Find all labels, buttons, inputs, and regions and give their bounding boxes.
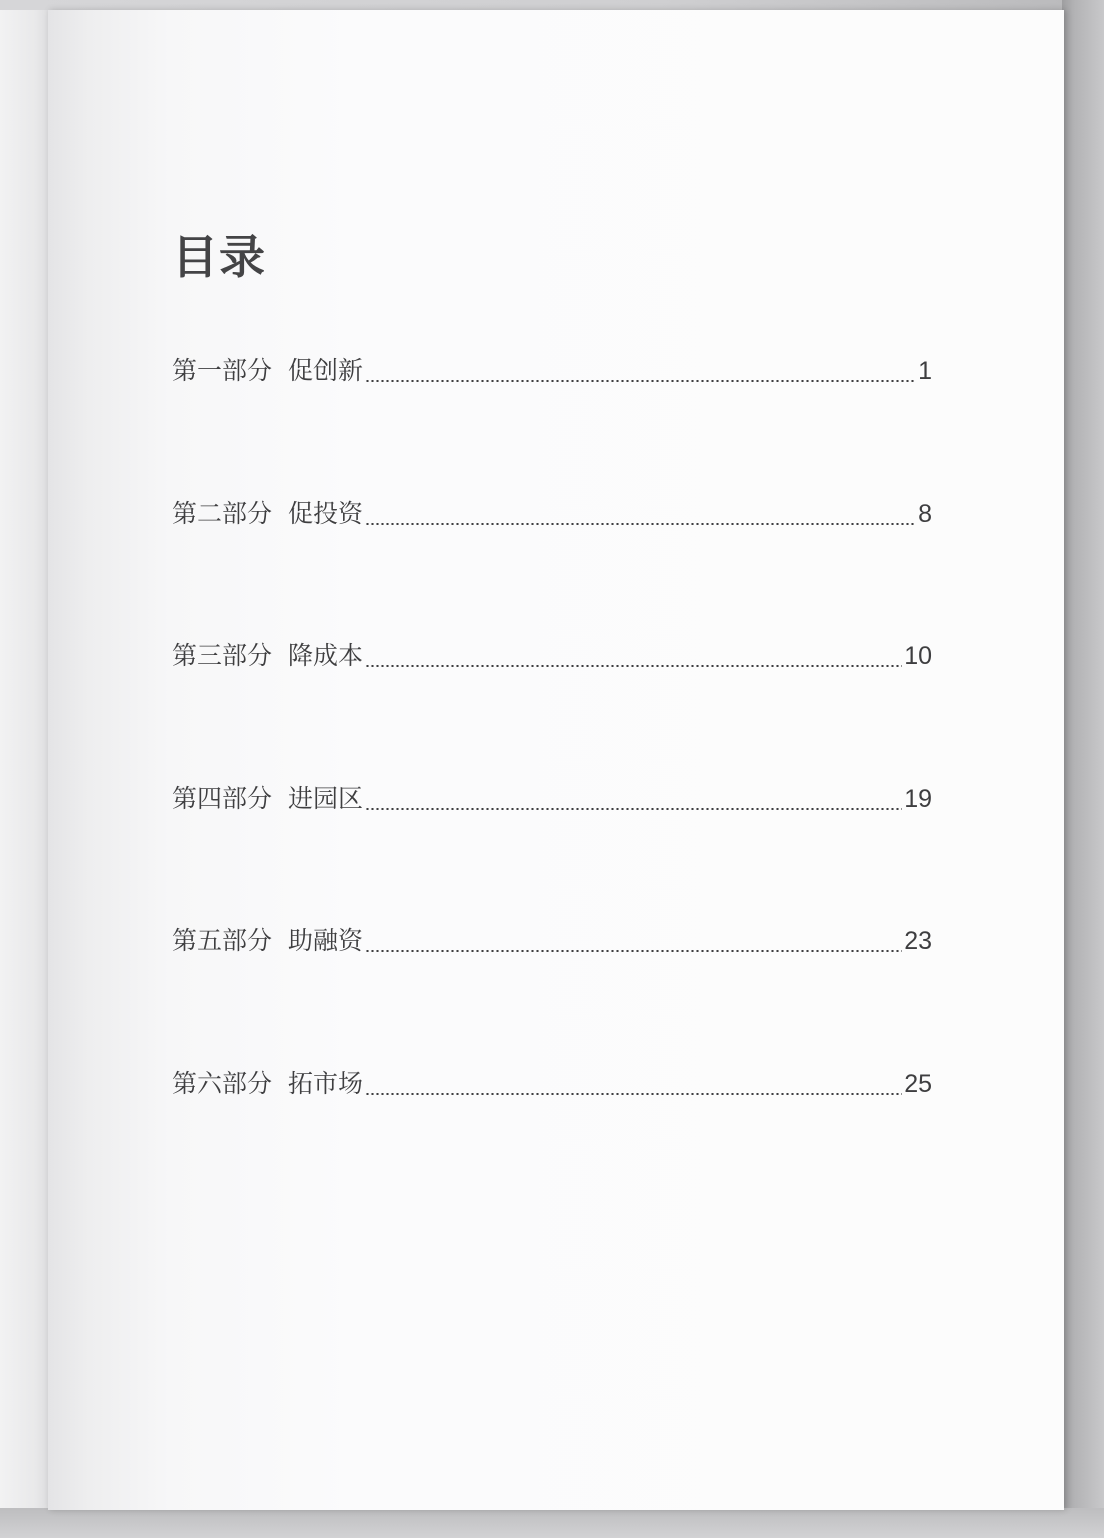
toc-part-label: 第二部分 xyxy=(172,498,273,528)
toc-page-number: 8 xyxy=(918,499,932,528)
toc-page-number: 19 xyxy=(904,784,932,813)
toc-entry-2[interactable] xyxy=(172,483,932,539)
toc-dot-leader xyxy=(365,808,902,810)
toc-section-name: 助融资 xyxy=(288,926,364,955)
toc-page-number: 1 xyxy=(918,357,932,385)
toc-dot-leader xyxy=(365,523,916,525)
toc-entry-4[interactable] xyxy=(172,768,932,824)
scan-shadow-bottom xyxy=(0,1508,1104,1538)
toc-section-name: 降成本 xyxy=(288,641,364,670)
toc-section-name: 进园区 xyxy=(288,783,364,813)
toc-section-name: 促投资 xyxy=(288,498,364,528)
toc-part-label: 第四部分 xyxy=(172,783,273,813)
toc-dot-leader xyxy=(365,950,902,952)
toc-entry-5[interactable] xyxy=(172,910,932,966)
toc-page-number: 10 xyxy=(904,642,932,670)
toc-page-number: 23 xyxy=(904,927,932,955)
toc-part-label: 第五部分 xyxy=(172,926,273,955)
toc-entry-3[interactable] xyxy=(172,625,932,681)
table-of-contents xyxy=(172,340,932,1195)
toc-dot-leader xyxy=(365,1093,902,1095)
toc-entry-1[interactable] xyxy=(172,340,932,396)
toc-part-label: 第三部分 xyxy=(172,641,273,670)
scan-shadow-right xyxy=(1062,0,1104,1538)
toc-section-name: 促创新 xyxy=(288,356,364,385)
toc-entry-6[interactable] xyxy=(172,1053,932,1109)
toc-dot-leader xyxy=(365,380,916,382)
toc-part-label: 第一部分 xyxy=(172,356,273,385)
page-title: 目录 xyxy=(172,230,266,284)
toc-part-label: 第六部分 xyxy=(172,1068,273,1098)
back-page-edge xyxy=(0,10,51,1510)
toc-section-name: 拓市场 xyxy=(288,1068,364,1098)
toc-dot-leader xyxy=(365,665,902,667)
toc-page-number: 25 xyxy=(904,1069,932,1098)
